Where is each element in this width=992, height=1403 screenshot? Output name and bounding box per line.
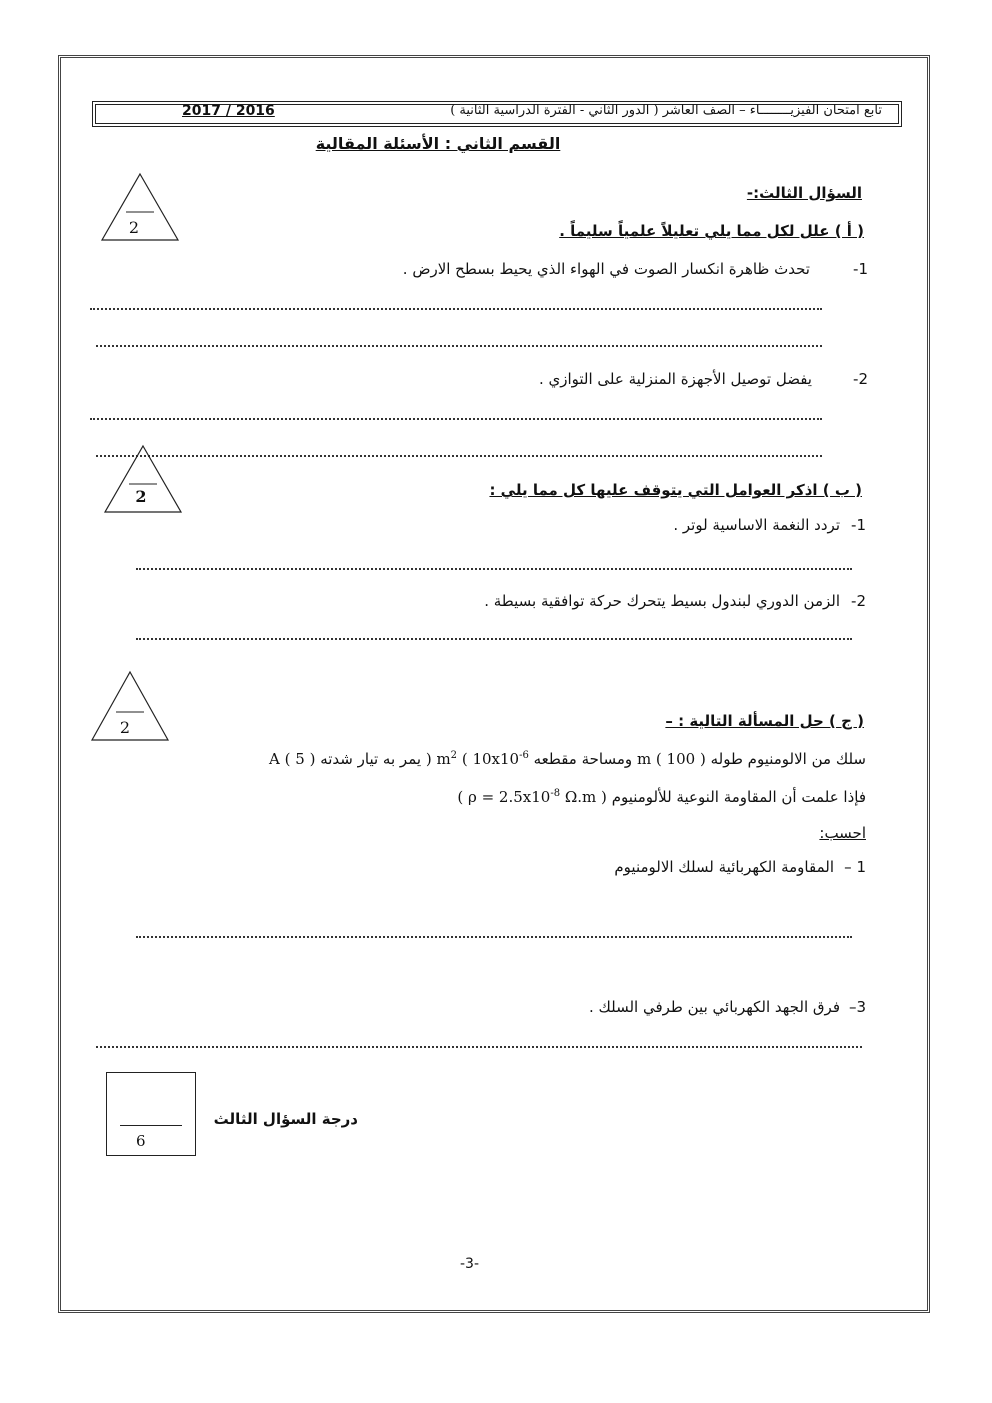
- problem-text-current: يمر به تيار شدته: [320, 750, 422, 768]
- problem-area: ( $10x10^{-6}$: [461, 750, 529, 768]
- calc-label: احسب:: [819, 824, 866, 842]
- problem-text-resistivity: فإذا علمت أن المقاومة النوعية للألومنيوم: [611, 788, 866, 806]
- mark-part-b: 2: [135, 487, 147, 506]
- problem-text-length: سلك من الالومنيوم طوله: [710, 750, 866, 768]
- problem-line-2: [457, 788, 866, 806]
- mark-part-c: 2: [119, 718, 131, 737]
- answer-line[interactable]: [136, 568, 852, 570]
- part-a-title: ( أ ) علل لكل مما يلي تعليلاً علمياً سليماً .: [559, 222, 864, 240]
- part-c-item-2-text: فرق الجهد الكهربائي بين طرفي السلك .: [588, 998, 840, 1016]
- score-box: [106, 1072, 196, 1156]
- question-title: السؤال الثالث:-: [746, 184, 862, 202]
- part-b-item-1-text: تردد النغمة الاساسية لوتر .: [673, 516, 840, 534]
- part-c-item-2-num: 3–: [848, 998, 866, 1016]
- resistivity-value: ( $\rho = 2.5x10^{-8}$: [457, 788, 561, 806]
- resistivity-unit: Ω.m ): [564, 788, 607, 806]
- problem-text-area: ومساحة مقطعه: [533, 750, 633, 768]
- part-b-item-2-text: الزمن الدوري لبندول بسيط يتحرك حركة توافقية بسيطة .: [484, 592, 840, 610]
- part-a-item-2-text: يفضل توصيل الأجهزة المنزلية على التوازي .: [538, 370, 812, 388]
- answer-line[interactable]: [96, 455, 822, 457]
- part-b-title: ( ب ) اذكر العوامل التي يتوقف عليها كل مما يلي :: [489, 481, 862, 499]
- score-label: درجة السؤال الثالث: [213, 1110, 358, 1128]
- score-line: [120, 1125, 182, 1126]
- section-title: القسم الثاني : الأسئلة المقالية: [315, 134, 561, 153]
- mark-part-a: 2: [128, 218, 140, 237]
- part-a-item-2-num: 2-: [853, 370, 868, 388]
- problem-current: A ( 5 ): [269, 750, 316, 768]
- answer-line[interactable]: [90, 308, 822, 310]
- part-b-item-2-num: 2-: [851, 592, 866, 610]
- part-a-item-1-text: تحدث ظاهرة انكسار الصوت في الهواء الذي يحيط بسطح الارض .: [402, 260, 810, 278]
- answer-line[interactable]: [136, 638, 852, 640]
- answer-line[interactable]: [136, 936, 852, 938]
- part-c-title: ( ج ) حل المسألة التالية : –: [665, 712, 864, 730]
- part-c-item-1-num: 1 –: [844, 858, 866, 876]
- answer-line[interactable]: [96, 1046, 862, 1048]
- part-a-item-1-num: 1-: [853, 260, 868, 278]
- part-b-item-1-num: 1-: [851, 516, 866, 534]
- answer-line[interactable]: [96, 345, 822, 347]
- answer-line[interactable]: [90, 418, 822, 420]
- problem-length: m ( 100 ): [636, 750, 706, 768]
- page-number: -3-: [460, 1256, 480, 1272]
- score-total: 6: [136, 1132, 146, 1150]
- part-c-item-1-text: المقاومة الكهربائية لسلك الالومنيوم: [614, 858, 834, 876]
- problem-area-unit: ) $m^2$: [425, 750, 458, 768]
- problem-line-1: [269, 750, 866, 768]
- exam-year: 2017 / 2016: [182, 103, 275, 119]
- exam-header-title: تابع امتحان الفيزيــــــــاء – الصف العاشر ( الدور الثاني - الفترة الدراسية الثانية ): [450, 103, 882, 118]
